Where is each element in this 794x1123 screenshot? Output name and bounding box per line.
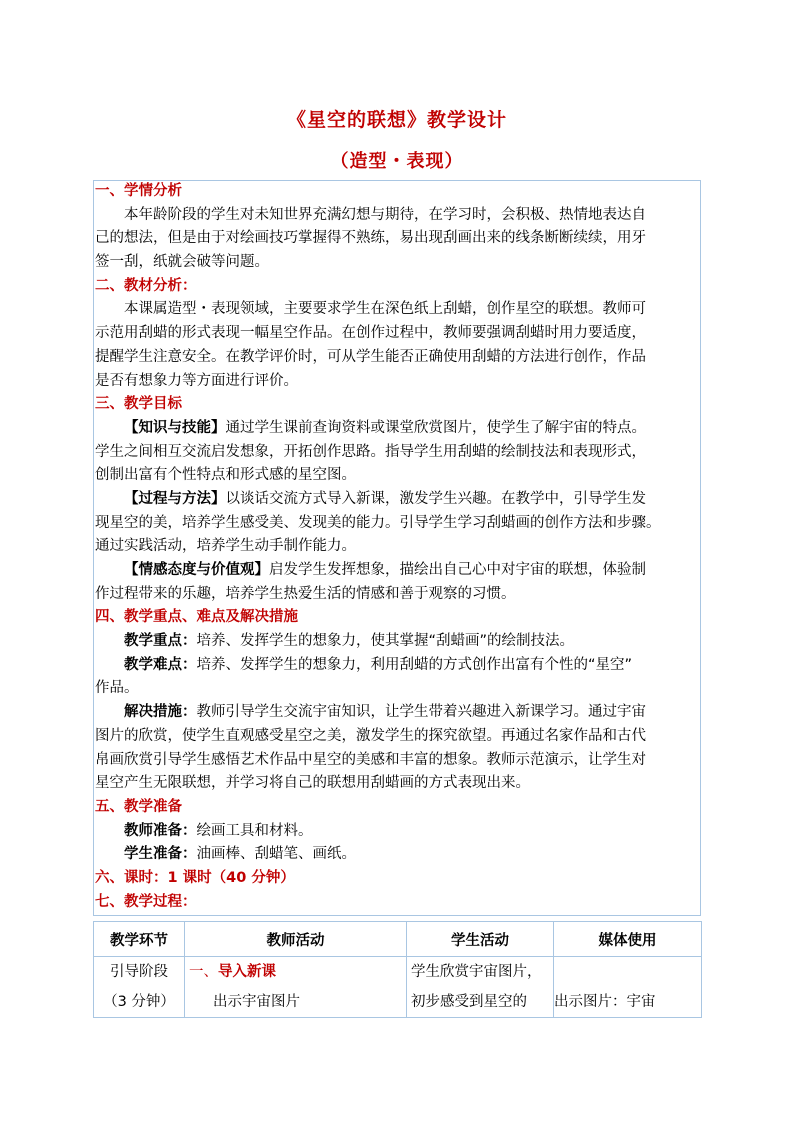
student-activity-line: 初步感受到星空的 [411,994,527,1010]
section-heading-material-analysis: 二、教材分析： [95,277,197,294]
document-body [95,180,699,914]
teacher-activity-text: 出示宇宙图片 [213,994,300,1010]
paragraph-line: 图片的欣赏，使学生直观感受星空之美，激发学生的探究欲望。再通过名家作品和古代 [95,727,646,744]
objective-text: 以谈话交流方式导入新课，激发学生兴趣。在教学中，引导学生发 [225,490,646,507]
solution-measures [95,701,699,725]
objective-label: 【过程与方法】 [124,490,226,507]
solution-text: 教师引导学生交流宇宙知识，让学生带着兴趣进入新课学习。通过宇宙 [196,704,646,721]
teaching-focus [95,630,699,654]
paragraph-line: 本课属造型・表现领域，主要要求学生在深色纸上刮蜡，创作星空的联想。教师可 [124,301,646,318]
paragraph-line: 作品。 [95,680,139,697]
objective-label: 【情感态度与价值观】 [124,562,269,578]
teaching-difficulty [95,654,699,678]
difficulty-label: 教学难点： [124,656,197,673]
focus-text: 培养、发挥学生的想象力，使其掌握“刮蜡画”的绘制技法。 [196,633,575,650]
focus-label: 教学重点： [124,633,197,650]
table-header-cell: 媒体使用 [554,922,702,957]
paragraph-line: 是否有想象力等方面进行评价。 [95,372,298,389]
section-heading-objectives: 三、教学目标 [95,396,182,413]
teaching-process-table [93,921,702,1018]
document-title: 《星空的联想》教学设计 [286,109,507,131]
paragraph-line: 现星空的美，培养学生感受美、发现美的能力。引导学生学习刮蜡画的创作方法和步骤。 [95,514,661,531]
objective-knowledge [95,417,699,441]
paragraph-line: 作过程带来的乐趣，培养学生热爱生活的情感和善于观察的习惯。 [95,585,516,602]
table-header-cell: 教学环节 [94,922,185,957]
stage-duration: （3 分钟） [103,994,175,1010]
paragraph-line: 己的想法，但是由于对绘画技巧掌握得不熟练，易出现刮画出来的线条断断续续，用牙 [95,230,646,247]
media-cell [554,957,702,1018]
stage-cell [94,957,185,1018]
table-header-cell: 学生活动 [407,922,554,957]
teacher-prep-text: 绘画工具和材料。 [196,822,313,839]
section-heading-key-points: 四、教学重点、难点及解决措施 [95,609,298,626]
student-preparation [95,843,699,867]
paragraph-line: 星空产生无限联想，并学习将自己的联想用刮蜡画的方式表现出来。 [95,775,530,792]
table-row [94,957,702,1018]
difficulty-text: 培养、发挥学生的想象力，利用刮蜡的方式创作出富有个性的“星空” [196,656,633,673]
paragraph-line: 创制出富有个性特点和形式感的星空图。 [95,467,356,484]
section-heading-learner-analysis: 一、学情分析 [95,183,182,199]
paragraph-line: 帛画欣赏引导学生感悟艺术作品中星空的美感和丰富的想象。教师示范演示，让学生对 [95,751,646,768]
objective-label: 【知识与技能】 [124,419,226,436]
media-line-empty [554,957,697,987]
teacher-activity-cell [185,957,407,1018]
paragraph-line: 提醒学生注意安全。在教学评价时，可从学生能否正确使用刮蜡的方法进行创作，作品 [95,348,646,365]
objective-process [95,488,699,512]
section-heading-class-hours: 六、课时：1 课时（40 分钟） [95,869,295,886]
section-heading-preparation: 五、教学准备 [95,798,182,815]
table-header-row [94,922,702,957]
objective-text: 启发学生发挥想象，描绘出自己心中对宇宙的联想，体验制 [269,562,646,578]
document-subtitle: （造型・表现） [330,151,464,172]
media-text: 出示图片：宇宙 [554,994,656,1010]
teacher-activity-prefix: 一、 [189,964,218,980]
paragraph-line: 示范用刮蜡的形式表现一幅星空作品。在创作过程中，教师要强调刮蜡时用力要适度， [95,325,646,342]
objective-attitude [95,559,699,583]
student-prep-text: 油画棒、刮蜡笔、画纸。 [196,846,356,863]
paragraph-line: 本年龄阶段的学生对未知世界充满幻想与期待，在学习时，会积极、热情地表达自 [124,206,646,223]
teacher-activity-heading [189,957,402,987]
stage-name: 引导阶段 [110,964,168,980]
teacher-preparation [95,820,699,844]
student-activity-cell [407,957,554,1018]
teacher-activity-label: 导入新课 [218,964,276,980]
paragraph-line: 签一刮，纸就会破等问题。 [95,254,269,271]
objective-text: 通过学生课前查询资料或课堂欣赏图片，使学生了解宇宙的特点。 [225,419,646,436]
student-prep-label: 学生准备： [124,846,197,863]
teacher-prep-label: 教师准备： [124,822,197,839]
table-header-cell: 教师活动 [185,922,407,957]
section-heading-process: 七、教学过程： [95,893,197,910]
student-activity-line: 学生欣赏宇宙图片， [411,964,542,980]
paragraph-line: 学生之间相互交流启发想象，开拓创作思路。指导学生用刮蜡的绘制技法和表现形式， [95,443,646,460]
paragraph-line: 通过实践活动，培养学生动手制作能力。 [95,538,356,555]
solution-label: 解决措施： [124,704,197,721]
